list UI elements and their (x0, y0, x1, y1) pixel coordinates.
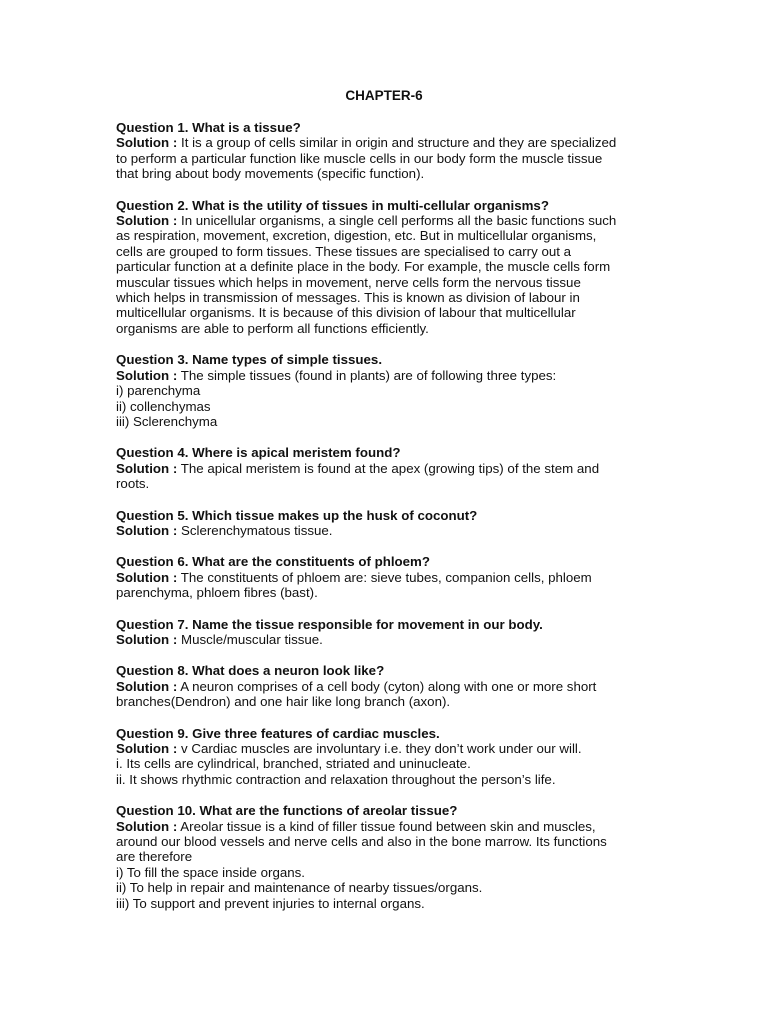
solution-first-line (116, 819, 661, 834)
solution-line: around our blood vessels and nerve cells and also in the bone marrow. Its functions (116, 834, 607, 850)
solution-text: The simple tissues (found in plants) are of following three types: (180, 367, 557, 383)
solution-label: Solution : (116, 569, 178, 585)
qa-item (116, 120, 661, 182)
solution-line: parenchyma, phloem fibres (bast). (116, 585, 318, 601)
solution-line: multicellular organisms. It is because of this division of labour that multicellular (116, 305, 576, 321)
qa-item (116, 803, 661, 911)
solution-text: v Cardiac muscles are involuntary i.e. they don’t work under our will. (181, 741, 582, 756)
solution-line: roots. (116, 476, 150, 492)
solution-label: Solution : (116, 213, 178, 229)
solution-label: Solution : (116, 741, 178, 756)
solution-text: A neuron comprises of a cell body (cyton) along with one or more short (180, 678, 597, 694)
qa-item (116, 617, 661, 648)
question: Question 5. Which tissue makes up the husk of coconut? (116, 507, 478, 523)
solution-line: which helps in transmission of messages. This is known as division of labour in (116, 290, 580, 306)
qa-item (116, 445, 661, 491)
qa-item (116, 726, 661, 788)
solution-first-line (116, 570, 661, 585)
qa-item (116, 663, 661, 709)
list-item: i. Its cells are cylindrical, branched, striated and uninucleate. (116, 756, 471, 772)
question: Question 9. Give three features of cardiac muscles. (116, 725, 440, 741)
solution-text: It is a group of cells similar in origin and structure and they are specialized (181, 135, 617, 151)
question: Question 1. What is a tissue? (116, 120, 301, 135)
solution-line: muscular tissues which helps in movement, nerve cells form the nervous tissue (116, 274, 581, 290)
solution-text: The apical meristem is found at the apex (growing tips) of the stem and (180, 460, 600, 476)
solution-line: that bring about body movements (specific function). (116, 166, 425, 182)
solution-text: Sclerenchymatous tissue. (181, 522, 333, 538)
chapter-title: CHAPTER-6 (345, 88, 423, 103)
qa-item (116, 508, 661, 539)
solution-first-line (116, 368, 661, 383)
solution-line: particular function at a definite place in the body. For example, the muscle cells form (116, 259, 611, 275)
solution-text: Muscle/muscular tissue. (181, 631, 323, 647)
question: Question 3. Name types of simple tissues. (116, 352, 383, 368)
solution-label: Solution : (116, 678, 178, 694)
solution-line: branches(Dendron) and one hair like long branch (axon). (116, 694, 451, 710)
solution-first-line (116, 213, 661, 228)
solution-line: cells are grouped to form tissues. These tissues are specialised to carry out a (116, 243, 572, 259)
question: Question 10. What are the functions of areolar tissue? (116, 803, 458, 819)
solution-first-line (116, 741, 661, 756)
qa-item (116, 554, 661, 600)
solution-first-line (116, 632, 661, 647)
solution-label: Solution : (116, 135, 178, 151)
list-item: i) To fill the space inside organs. (116, 864, 305, 880)
solution-first-line (116, 679, 661, 694)
solution-first-line (116, 135, 661, 150)
solution-label: Solution : (116, 367, 178, 383)
list-item: i) parenchyma (116, 383, 201, 399)
question: Question 4. Where is apical meristem found? (116, 445, 401, 461)
list-item: iii) To support and prevent injuries to internal organs. (116, 895, 425, 911)
solution-label: Solution : (116, 460, 178, 476)
solution-label: Solution : (116, 522, 178, 538)
solution-line: are therefore (116, 849, 193, 865)
solution-text: Areolar tissue is a kind of filler tissue found between skin and muscles, (180, 818, 596, 834)
solution-line: as respiration, movement, excretion, digestion, etc. But in multicellular organisms, (116, 228, 597, 244)
qa-list (116, 120, 661, 911)
list-item: iii) Sclerenchyma (116, 413, 218, 429)
solution-label: Solution : (116, 631, 178, 647)
question: Question 2. What is the utility of tissues in multi-cellular organisms? (116, 197, 549, 213)
list-item: ii. It shows rhythmic contraction and relaxation throughout the person’s life. (116, 771, 556, 787)
list-item: ii) collenchymas (116, 398, 211, 414)
solution-line: to perform a particular function like muscle cells in our body form the muscle tissue (116, 150, 603, 166)
solution-line: organisms are able to perform all functions efficiently. (116, 320, 429, 336)
question: Question 6. What are the constituents of phloem? (116, 554, 430, 570)
question: Question 7. Name the tissue responsible for movement in our body. (116, 616, 543, 632)
solution-label: Solution : (116, 818, 178, 834)
list-item: ii) To help in repair and maintenance of nearby tissues/organs. (116, 880, 483, 896)
solution-first-line (116, 461, 661, 476)
qa-item (116, 352, 661, 429)
solution-text: The constituents of phloem are: sieve tubes, companion cells, phloem (180, 569, 592, 585)
solution-first-line (116, 523, 661, 538)
solution-text: In unicellular organisms, a single cell performs all the basic functions such (181, 213, 617, 229)
question: Question 8. What does a neuron look like? (116, 663, 385, 679)
qa-item (116, 198, 661, 337)
